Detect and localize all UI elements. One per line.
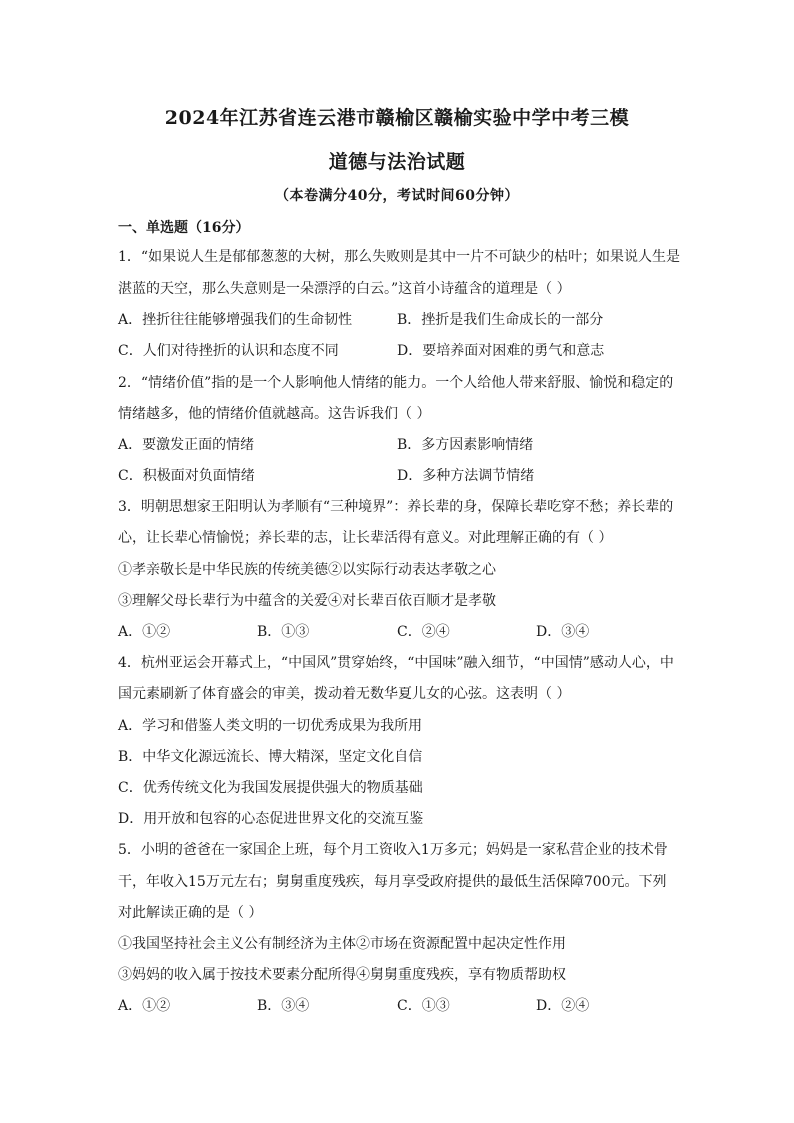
question-2-option-c: C．积极面对负面情绪 bbox=[118, 468, 255, 484]
question-3-option-a: A．①② bbox=[118, 624, 171, 640]
question-5-stem-line-2: 干，年收入15万元左右；舅舅重度残疾，每月享受政府提供的最低生活保障700元。下列 bbox=[118, 874, 667, 890]
question-1-option-c: C．人们对待挫折的认识和态度不同 bbox=[118, 343, 339, 359]
question-5-stem-line-1: 5．小明的爸爸在一家国企上班，每个月工资收入1万多元；妈妈是一家私营企业的技术骨 bbox=[118, 842, 668, 858]
question-1-option-a: A．挫折往往能够增强我们的生命韧性 bbox=[118, 312, 353, 328]
question-2-stem-line-2: 情绪越多，他的情绪价值就越高。这告诉我们（ ） bbox=[118, 406, 431, 422]
question-4-option-c: C．优秀传统文化为我国发展提供强大的物质基础 bbox=[118, 780, 423, 796]
question-1-option-b: B．挫折是我们生命成长的一部分 bbox=[397, 312, 604, 328]
section-title: 一、单选题（16分） bbox=[118, 220, 250, 236]
question-1-option-d: D．要培养面对困难的勇气和意志 bbox=[397, 343, 605, 359]
question-3-stem-line-1: 3．明朝思想家王阳明认为孝顺有“三种境界”：养长辈的身，保障长辈吃穿不愁；养长辈的 bbox=[118, 499, 674, 515]
question-4-option-b: B．中华文化源远流长、博大精深，坚定文化自信 bbox=[118, 749, 423, 765]
question-2-stem-line-1: 2．“情绪价值”指的是一个人影响他人情绪的能力。一个人给他人带来舒服、愉悦和稳定的 bbox=[118, 375, 674, 391]
question-2-option-d: D．多种方法调节情绪 bbox=[397, 468, 535, 484]
question-4-stem-line-2: 国元素刷新了体育盛会的审美，拨动着无数华夏儿女的心弦。这表明（ ） bbox=[118, 686, 571, 702]
question-5-option-d: D．②④ bbox=[536, 998, 590, 1014]
question-3-statement-line-1: ①孝亲敬长是中华民族的传统美德②以实际行动表达孝敬之心 bbox=[118, 562, 496, 578]
exam-subtitle: 道德与法治试题 bbox=[328, 151, 466, 173]
question-1-stem-line-1: 1．“如果说人生是郁郁葱葱的大树，那么失败则是其中一片不可缺少的枯叶；如果说人生是 bbox=[118, 249, 681, 265]
question-5-statement-line-1: ①我国坚持社会主义公有制经济为主体②市场在资源配置中起决定性作用 bbox=[118, 936, 566, 952]
question-2-option-b: B．多方因素影响情绪 bbox=[397, 437, 534, 453]
question-3-option-d: D．③④ bbox=[536, 624, 590, 640]
question-3-stem-line-2: 心，让长辈心情愉悦；养长辈的志，让长辈活得有意义。对此理解正确的有（ ） bbox=[118, 530, 613, 546]
question-3-option-b: B．①③ bbox=[257, 624, 310, 640]
question-4-stem-line-1: 4．杭州亚运会开幕式上，“中国风”贯穿始终，“中国味”融入细节，“中国情”感动人心，中 bbox=[118, 655, 674, 671]
exam-note: （本卷满分40分，考试时间60分钟） bbox=[275, 188, 519, 204]
question-3-statement-line-2: ③理解父母长辈行为中蕴含的关爱④对长辈百依百顺才是孝敬 bbox=[118, 593, 496, 609]
question-1-stem-line-2: 湛蓝的天空，那么失意则是一朵漂浮的白云。”这首小诗蕴含的道理是（ ） bbox=[118, 281, 571, 297]
question-5-stem-line-3: 对此解读正确的是（ ） bbox=[118, 905, 263, 921]
question-3-option-c: C．②④ bbox=[397, 624, 450, 640]
question-5-statement-line-2: ③妈妈的收入属于按技术要素分配所得④舅舅重度残疾，享有物质帮助权 bbox=[118, 967, 566, 983]
question-2-option-a: A．要激发正面的情绪 bbox=[118, 437, 255, 453]
question-5-option-c: C．①③ bbox=[397, 998, 450, 1014]
question-4-option-a: A．学习和借鉴人类文明的一切优秀成果为我所用 bbox=[118, 718, 423, 734]
question-4-option-d: D．用开放和包容的心态促进世界文化的交流互鉴 bbox=[118, 811, 424, 827]
question-5-option-a: A．①② bbox=[118, 998, 171, 1014]
exam-title: 2024年江苏省连云港市赣榆区赣榆实验中学中考三模 bbox=[164, 107, 630, 129]
question-5-option-b: B．③④ bbox=[257, 998, 310, 1014]
